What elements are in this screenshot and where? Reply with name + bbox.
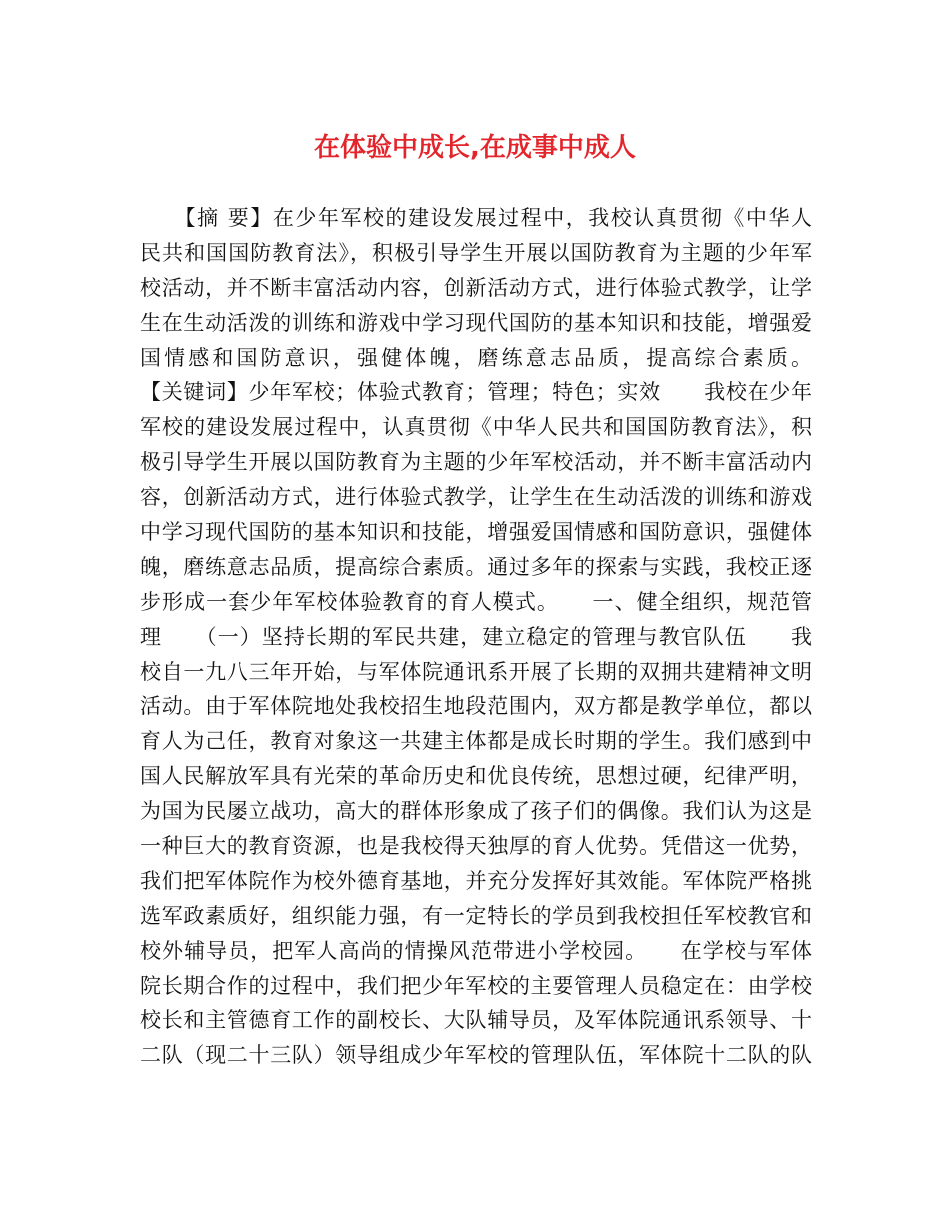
body-line: 活动。由于军体院地处我校招生地段范围内，双方都是教学单位，都以 bbox=[140, 694, 812, 719]
body-line: 步形成一套少年军校体验教育的育人模式。 一、健全组织，规范管 bbox=[140, 589, 812, 614]
body-line: 军校的建设发展过程中，认真贯彻《中华人民共和国国防教育法》，积 bbox=[140, 415, 812, 440]
body-line: 国人民解放军具有光荣的革命历史和优良传统，思想过硬，纪律严明， bbox=[140, 764, 812, 789]
body-line: 校自一九八三年开始，与军体院通讯系开展了长期的双拥共建精神文明 bbox=[140, 659, 812, 684]
body-line: 极引导学生开展以国防教育为主题的少年军校活动，并不断丰富活动内 bbox=[140, 450, 812, 475]
body-line: 容，创新活动方式，进行体验式教学，让学生在生动活泼的训练和游戏 bbox=[140, 485, 812, 510]
body-line: 为国为民屡立战功，高大的群体形象成了孩子们的偶像。我们认为这是 bbox=[140, 799, 812, 824]
body-line: 【关键词】少年军校；体验式教育；管理；特色；实效 我校在少年 bbox=[140, 380, 812, 405]
body-line: 理 （一）坚持长期的军民共建，建立稳定的管理与教官队伍 我 bbox=[140, 624, 812, 649]
document-body bbox=[140, 201, 812, 1073]
body-line: 魄，磨练意志品质，提高综合素质。通过多年的探索与实践，我校正逐 bbox=[140, 554, 812, 579]
body-line: 中学习现代国防的基本知识和技能，增强爱国情感和国防意识，强健体 bbox=[140, 520, 812, 545]
body-line: 我们把军体院作为校外德育基地，并充分发挥好其效能。军体院严格挑 bbox=[140, 868, 812, 893]
document-title: 在体验中成长,在成事中成人 bbox=[314, 133, 636, 163]
body-line: 校活动，并不断丰富活动内容，创新活动方式，进行体验式教学，让学 bbox=[140, 275, 812, 300]
body-line: 二队（现二十三队）领导组成少年军校的管理队伍，军体院十二队的队 bbox=[140, 1043, 812, 1068]
body-line: 选军政素质好，组织能力强，有一定特长的学员到我校担任军校教官和 bbox=[140, 903, 812, 928]
body-line: 一种巨大的教育资源，也是我校得天独厚的育人优势。凭借这一优势， bbox=[140, 834, 812, 859]
body-line: 【摘 要】在少年军校的建设发展过程中，我校认真贯彻《中华人 bbox=[140, 206, 812, 230]
body-line: 校外辅导员，把军人高尚的情操风范带进小学校园。 在学校与军体 bbox=[140, 938, 812, 963]
body-line: 院长期合作的过程中，我们把少年军校的主要管理人员稳定在：由学校 bbox=[140, 973, 812, 998]
body-line: 育人为己任，教育对象这一共建主体都是成长时期的学生。我们感到中 bbox=[140, 729, 812, 754]
body-line: 民共和国国防教育法》，积极引导学生开展以国防教育为主题的少年军 bbox=[140, 240, 812, 265]
body-line: 校长和主管德育工作的副校长、大队辅导员，及军体院通讯系领导、十 bbox=[140, 1008, 812, 1033]
body-line: 国情感和国防意识，强健体魄，磨练意志品质，提高综合素质。 bbox=[140, 345, 812, 370]
body-line: 生在生动活泼的训练和游戏中学习现代国防的基本知识和技能，增强爱 bbox=[140, 310, 812, 335]
